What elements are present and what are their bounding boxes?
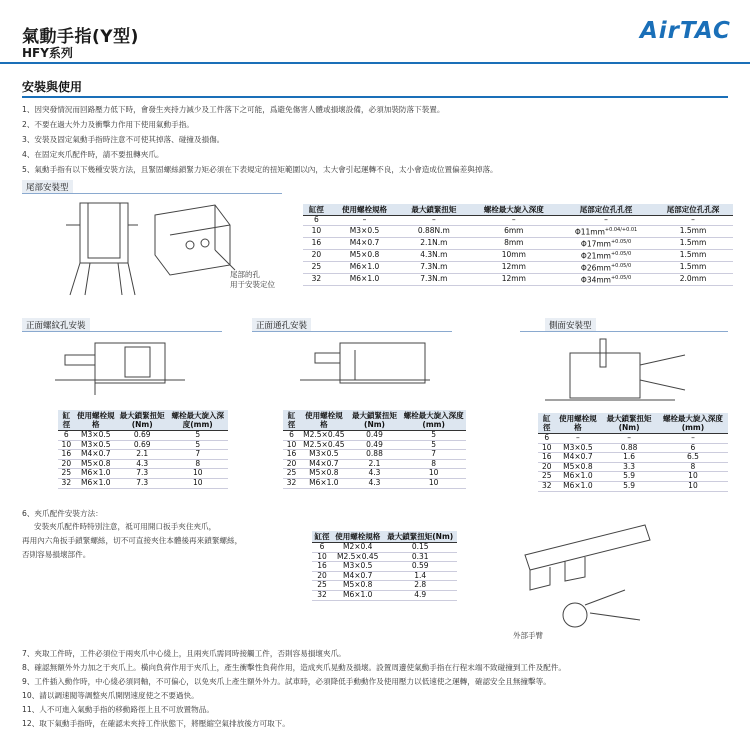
jaw-title: 6、夾爪配件安裝方法： xyxy=(22,509,103,518)
table-cell: 5 xyxy=(167,431,228,441)
table-cell: 10 xyxy=(167,478,228,488)
note-12: 12、取下氣動手指時，在確認未夾持工件狀態下，將壓縮空氣排放後方可取下。 xyxy=(22,719,290,728)
table-cell: 8mm xyxy=(469,237,560,249)
table-cell: M5×0.8 xyxy=(330,249,399,261)
header-divider xyxy=(0,62,750,64)
table-cell: M2.5×0.45 xyxy=(332,552,384,562)
table-cell: 5 xyxy=(167,440,228,450)
table-header-cell: 使用螺栓規格 xyxy=(556,413,601,434)
table-row xyxy=(303,216,733,226)
table-cell: 1.4 xyxy=(383,571,457,581)
front-thread-diagram xyxy=(55,335,195,400)
side-mount-underline xyxy=(520,331,728,332)
table-cell: 20 xyxy=(283,459,300,469)
note-5: 5、氣動手指有以下幾種安裝方法，且緊固螺絲鎖緊力矩必須在下表規定的扭矩範圍以內，太大會引起運轉不良，太小會造成位置偏差與掉落。 xyxy=(22,165,498,174)
table-row xyxy=(303,237,733,249)
table-header-cell: 最大鎖緊扭矩(Nm) xyxy=(383,531,457,543)
table-cell: M5×0.8 xyxy=(300,469,348,479)
table-cell: – xyxy=(559,216,653,226)
tail-hole-callout-line2: 用于安裝定位 xyxy=(230,280,275,289)
front-thread-table xyxy=(58,410,228,489)
table-cell: 25 xyxy=(283,469,300,479)
side-mount-diagram xyxy=(545,335,695,407)
front-through-diagram xyxy=(300,335,440,400)
table-cell: 20 xyxy=(312,571,332,581)
brand-logo: AirTAC xyxy=(640,18,731,44)
table-header-row xyxy=(283,410,466,431)
table-cell: 32 xyxy=(283,478,300,488)
note-3: 3、安裝及固定氣動手指時注意不可使其掉落、碰撞及損傷。 xyxy=(22,135,225,144)
note-10: 10、請以調速閥等調整夾爪開閉速度使之不要過快。 xyxy=(22,691,199,700)
table-cell: 6mm xyxy=(469,225,560,237)
table-cell: – xyxy=(556,434,601,444)
table-cell: M3×0.5 xyxy=(330,225,399,237)
table-cell: 0.49 xyxy=(348,431,402,441)
table-cell: 10 xyxy=(401,478,466,488)
table-cell: 10 xyxy=(312,552,332,562)
table-cell: M5×0.8 xyxy=(75,459,117,469)
note-2: 2、不要在過大外力及衝擊力作用下使用氣動手指。 xyxy=(22,120,194,129)
table-cell: 6 xyxy=(538,434,556,444)
front-through-underline xyxy=(252,331,452,332)
table-cell: M6×1.0 xyxy=(75,478,117,488)
table-cell: 12mm xyxy=(469,273,560,285)
front-through-label: 正面通孔安裝 xyxy=(252,318,311,332)
jaw-text-2: 再用內六角扳手鎖緊螺絲，切不可直接夾住本體後再來鎖緊螺絲， xyxy=(22,536,243,545)
table-cell: 10 xyxy=(303,225,330,237)
table-header-cell: 螺栓最大旋入深度(mm) xyxy=(658,413,728,434)
table-cell: – xyxy=(600,434,658,444)
table-header-cell: 螺栓最大旋入深度(mm) xyxy=(167,410,228,431)
table-cell: 7 xyxy=(167,450,228,460)
table-cell: 4.3N.m xyxy=(399,249,468,261)
table-row xyxy=(58,478,228,488)
table-row xyxy=(538,453,728,463)
table-row xyxy=(312,590,457,600)
table-cell: 0.88 xyxy=(600,443,658,453)
jaw-text-1: 安裝夾爪配件時特別注意，祗可用開口扳手夾住夾爪， xyxy=(34,522,217,531)
table-cell: 7.3 xyxy=(117,469,168,479)
table-cell: 2.1 xyxy=(348,459,402,469)
table-cell: M3×0.5 xyxy=(556,443,601,453)
front-through-table xyxy=(283,410,466,489)
table-header-cell: 缸徑 xyxy=(303,204,330,216)
table-cell: 1.6 xyxy=(600,453,658,463)
table-header-cell: 螺栓最大旋入深度 xyxy=(469,204,560,216)
table-cell: M6×1.0 xyxy=(75,469,117,479)
table-row xyxy=(538,434,728,444)
table-row xyxy=(283,478,466,488)
table-header-cell: 最大鎖緊扭矩(Nm) xyxy=(600,413,658,434)
table-cell: 2.1N.m xyxy=(399,237,468,249)
wrench-callout: 外部手臂 xyxy=(513,631,543,640)
table-cell: 5 xyxy=(401,440,466,450)
table-cell: 25 xyxy=(538,472,556,482)
tail-hole-callout-line1: 尾部的孔 xyxy=(230,270,260,279)
table-header-cell: 使用螺栓規格 xyxy=(332,531,384,543)
table-header-cell: 最大鎖緊扭矩(Nm) xyxy=(117,410,168,431)
table-cell: M4×0.7 xyxy=(75,450,117,460)
table-cell: – xyxy=(330,216,399,226)
table-cell: M4×0.7 xyxy=(300,459,348,469)
table-cell: $\Phi 17mm^{+0.05/0}$ xyxy=(559,237,653,249)
table-cell: 2.1 xyxy=(117,450,168,460)
table-row xyxy=(303,225,733,237)
table-cell: 6 xyxy=(312,543,332,553)
table-cell: – xyxy=(658,434,728,444)
table-cell: 10 xyxy=(283,440,300,450)
table-cell: 25 xyxy=(312,581,332,591)
table-cell: 0.88 xyxy=(348,450,402,460)
note-4: 4、在固定夾爪配件時，請不要扭轉夾爪。 xyxy=(22,150,164,159)
table-cell: M3×0.5 xyxy=(332,562,384,572)
table-row xyxy=(58,431,228,441)
table-row xyxy=(303,261,733,273)
table-row xyxy=(312,552,457,562)
table-cell: 8 xyxy=(167,459,228,469)
side-mount-label: 側面安裝型 xyxy=(545,318,596,332)
jaw-text-3: 否則容易損壞部件。 xyxy=(22,550,91,559)
table-cell: 1.5mm xyxy=(653,237,733,249)
table-cell: 0.69 xyxy=(117,440,168,450)
table-cell: 10 xyxy=(58,440,75,450)
table-row xyxy=(312,571,457,581)
table-header-cell: 最大鎖緊扭矩(Nm) xyxy=(348,410,402,431)
table-cell: M3×0.5 xyxy=(300,450,348,460)
table-cell: 10 xyxy=(658,481,728,491)
tail-mount-table xyxy=(303,204,733,286)
table-cell: 0.31 xyxy=(383,552,457,562)
table-cell: 10 xyxy=(401,469,466,479)
table-cell: $\Phi 21mm^{+0.05/0}$ xyxy=(559,249,653,261)
note-9: 9、工件插入動作時，中心綫必須同軸，不可偏心，以免夾爪上產生額外外力。試車時，必須降低手動動作及使用壓力以低速使之運轉，確認安全且無撞擊等。 xyxy=(22,677,551,686)
table-row xyxy=(312,543,457,553)
note-8: 8、確認無額外外力加之于夾爪上。橫向負荷作用于夾爪上，產生衝擊性負荷作用，造成夾爪晃動及損壞。設置周邊使氣動手指在行程末端不致碰撞到工件及配件。 xyxy=(22,663,566,672)
table-cell: M6×1.0 xyxy=(330,273,399,285)
page-title: 氣動手指(Y型) xyxy=(22,27,139,47)
table-cell: $\Phi 26mm^{+0.05/0}$ xyxy=(559,261,653,273)
table-header-row xyxy=(312,531,457,543)
table-cell: 20 xyxy=(303,249,330,261)
table-cell: 1.5mm xyxy=(653,261,733,273)
table-cell: 32 xyxy=(312,590,332,600)
table-cell: 5.9 xyxy=(600,472,658,482)
table-row xyxy=(283,431,466,441)
table-header-cell: 使用螺栓規格 xyxy=(330,204,399,216)
table-header-cell: 缸徑 xyxy=(58,410,75,431)
table-cell: 6 xyxy=(283,431,300,441)
table-row xyxy=(312,562,457,572)
table-cell: M2×0.4 xyxy=(332,543,384,553)
table-cell: M4×0.7 xyxy=(330,237,399,249)
table-cell: M3×0.5 xyxy=(75,431,117,441)
table-cell: 4.3 xyxy=(348,469,402,479)
table-header-cell: 使用螺栓規格 xyxy=(75,410,117,431)
table-header-cell: 缸徑 xyxy=(312,531,332,543)
table-cell: 6 xyxy=(303,216,330,226)
table-cell: 1.5mm xyxy=(653,249,733,261)
table-header-cell: 尾部定位孔孔徑 xyxy=(559,204,653,216)
table-cell: M4×0.7 xyxy=(332,571,384,581)
table-cell: 20 xyxy=(58,459,75,469)
table-cell: 7.3N.m xyxy=(399,273,468,285)
table-cell: 32 xyxy=(58,478,75,488)
tail-mount-label: 尾部安裝型 xyxy=(22,180,73,194)
front-thread-label: 正面螺紋孔安裝 xyxy=(22,318,90,332)
table-header-cell: 缸徑 xyxy=(538,413,556,434)
table-cell: 1.5mm xyxy=(653,225,733,237)
table-row xyxy=(283,450,466,460)
table-cell: $\Phi 34mm^{+0.05/0}$ xyxy=(559,273,653,285)
tolerance-note: +0.05/0 xyxy=(610,262,632,269)
table-cell: 25 xyxy=(303,261,330,273)
series-label: HFY系列 xyxy=(22,46,73,60)
table-cell: 12mm xyxy=(469,261,560,273)
table-cell: 8 xyxy=(401,459,466,469)
table-cell: 10mm xyxy=(469,249,560,261)
table-cell: – xyxy=(399,216,468,226)
table-cell: 25 xyxy=(58,469,75,479)
table-cell: M5×0.8 xyxy=(332,581,384,591)
table-cell: 6 xyxy=(58,431,75,441)
tolerance-note: +0.05/0 xyxy=(610,274,632,281)
table-header-cell: 使用螺栓規格 xyxy=(300,410,348,431)
table-cell: M6×1.0 xyxy=(330,261,399,273)
table-header-cell: 螺栓最大旋入深度(mm) xyxy=(401,410,466,431)
table-cell: $\Phi 11mm^{+0.04/+0.01}$ xyxy=(559,225,653,237)
table-cell: 16 xyxy=(303,237,330,249)
table-row xyxy=(303,249,733,261)
table-cell: 10 xyxy=(538,443,556,453)
table-cell: 2.8 xyxy=(383,581,457,591)
table-cell: M2.5×0.45 xyxy=(300,440,348,450)
table-cell: 10 xyxy=(167,469,228,479)
table-cell: 5 xyxy=(401,431,466,441)
tail-hole-callout xyxy=(230,270,275,290)
table-row xyxy=(58,450,228,460)
table-cell: 16 xyxy=(283,450,300,460)
table-cell: M6×1.0 xyxy=(332,590,384,600)
table-cell: 4.3 xyxy=(117,459,168,469)
table-header-cell: 最大鎖緊扭矩 xyxy=(399,204,468,216)
table-cell: – xyxy=(469,216,560,226)
table-cell: 32 xyxy=(538,481,556,491)
jaw-wrench-diagram xyxy=(505,505,655,640)
table-cell: 6 xyxy=(658,443,728,453)
table-cell: 16 xyxy=(58,450,75,460)
table-cell: M4×0.7 xyxy=(556,453,601,463)
tolerance-note: +0.04/+0.01 xyxy=(604,226,638,233)
table-cell: M6×1.0 xyxy=(556,472,601,482)
table-cell: 0.69 xyxy=(117,431,168,441)
table-cell: M6×1.0 xyxy=(556,481,601,491)
table-header-row xyxy=(58,410,228,431)
table-cell: 10 xyxy=(658,472,728,482)
table-cell: 3.3 xyxy=(600,462,658,472)
table-row xyxy=(312,581,457,591)
table-cell: 8 xyxy=(658,462,728,472)
tolerance-note: +0.05/0 xyxy=(610,250,632,257)
table-cell: 0.49 xyxy=(348,440,402,450)
front-thread-underline xyxy=(22,331,222,332)
table-cell: 16 xyxy=(312,562,332,572)
table-cell: 4.9 xyxy=(383,590,457,600)
table-header-cell: 缸徑 xyxy=(283,410,300,431)
table-header-row xyxy=(538,413,728,434)
table-row xyxy=(303,273,733,285)
table-cell: 2.0mm xyxy=(653,273,733,285)
table-cell: 20 xyxy=(538,462,556,472)
table-cell: 7 xyxy=(401,450,466,460)
jaw-table xyxy=(312,531,457,601)
table-cell: M2.5×0.45 xyxy=(300,431,348,441)
table-cell: 4.3 xyxy=(348,478,402,488)
tail-mount-underline xyxy=(22,193,282,194)
note-1: 1、因突發情況而回路壓力低下時，會發生夾持力減少及工件落下之可能，爲避免傷害人體或損壞設備，必須加裝防落下裝置。 xyxy=(22,105,445,114)
table-cell: – xyxy=(653,216,733,226)
section-title: 安裝與使用 xyxy=(22,80,83,94)
table-cell: 6.5 xyxy=(658,453,728,463)
table-row xyxy=(538,481,728,491)
table-cell: 7.3 xyxy=(117,478,168,488)
table-header-row xyxy=(303,204,733,216)
side-mount-table xyxy=(538,413,728,492)
table-cell: M5×0.8 xyxy=(556,462,601,472)
note-7: 7、夾取工件時，工件必須位于兩夾爪中心綫上，且兩夾爪需同時接觸工件，否則容易損壞夾爪。 xyxy=(22,649,346,658)
table-cell: 0.15 xyxy=(383,543,457,553)
table-cell: M6×1.0 xyxy=(300,478,348,488)
table-cell: 0.88N.m xyxy=(399,225,468,237)
table-cell: 0.59 xyxy=(383,562,457,572)
table-cell: M3×0.5 xyxy=(75,440,117,450)
tolerance-note: +0.05/0 xyxy=(610,238,632,245)
section-divider xyxy=(22,96,728,98)
table-cell: 16 xyxy=(538,453,556,463)
table-cell: 32 xyxy=(303,273,330,285)
table-header-cell: 尾部定位孔孔深 xyxy=(653,204,733,216)
table-cell: 5.9 xyxy=(600,481,658,491)
table-cell: 7.3N.m xyxy=(399,261,468,273)
note-11: 11、人不可進入氣動手指的移動路徑上且不可放置物品。 xyxy=(22,705,214,714)
